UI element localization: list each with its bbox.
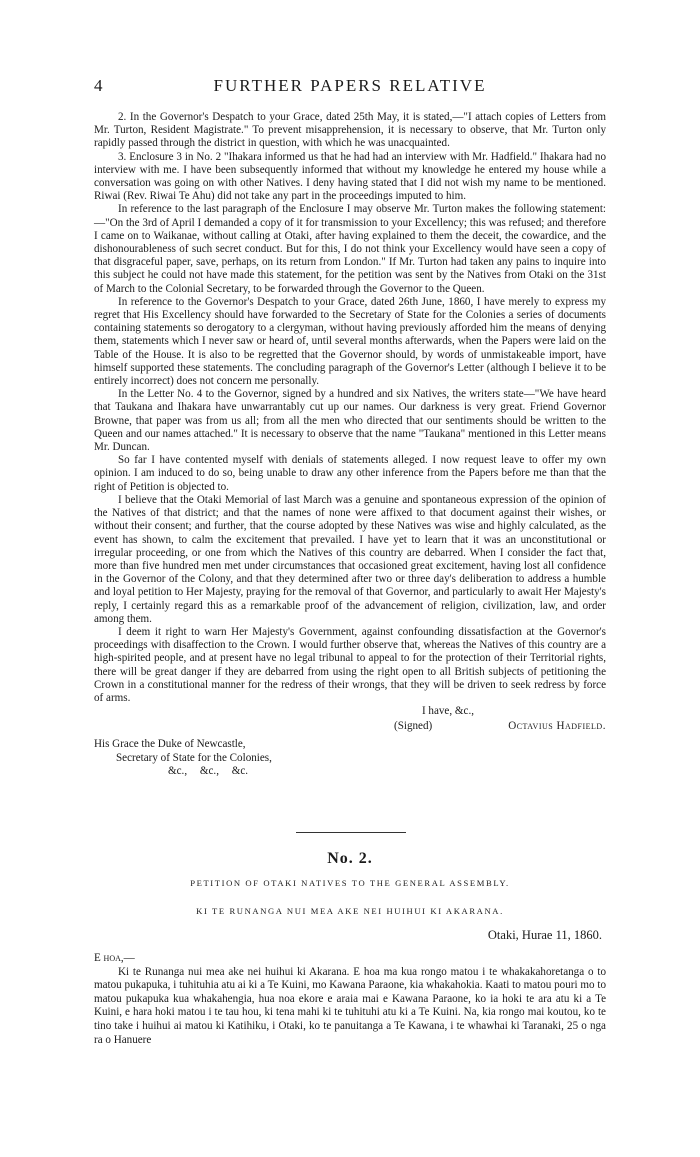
paragraph: I deem it right to warn Her Majesty's Government, against confounding dissatisfaction at the Governor's proceedings with disaffection to the Crown. I would further observe that, whereas the Natives of this country are a high-spirited people, and at present have no legal tribunal to appeal to for the protection of their Territorial rights, there will be great danger if they are debarred from using the right open to all British subjects of petitioning the Crown in a constitutional manner for the redress of their wrongs, that they will be driven to seek redress by force of arms. <box>94 625 606 704</box>
maori-letter-body <box>94 952 606 1047</box>
salutation: E hoa,— <box>94 952 135 964</box>
paragraph: Ki te Runanga nui mea ake nei huihui ki Akarana. E hoa ma kua rongo matou i te whakakahoretanga o to matou pukapuka, i tuhituhia atu ai ki a Te Kuini, mo Kawana Paraone, kia whakahokia. Kaati to matou pouri mo to matou pukapuka kua whakahengia, hua noa ekore e araia mai e Kawana Paraone, ko ia hoki te ara atu ki a Te Kuini, e hara hoki matou i te tau hou, ki tena mahi ki te tuhituhi atu ki a Te Kuini. Na, kia rongo mai koutou, ko te tino take i huihui ai matou ki Katihiku, i Otaki, ko te panuitanga a Te Kawana, i te whawhai ki Taranaki, 25 o nga ra o Hanuere <box>94 965 606 1046</box>
page-number: 4 <box>94 76 103 95</box>
paragraph: In reference to the last paragraph of the Enclosure I may observe Mr. Turton makes the following statement:—"On the 3rd of April I demanded a copy of it for transmission to your Excellency; this was refused; and therefore I came on to Waikanae, without calling at Otaki, after having explained to them the deceit, the cowardice, and the dishonourableness of such secret conduct. But for this, I do not think your Excellency would have seen a copy of that disgraceful paper, save, perhaps, on its return from London." If Mr. Turton had taken any pains to inquire into this subject he could not have made this statement, for the petition was sent by the Natives from Otaki on the 31st of March to the Colonial Secretary, to be forwarded through the Governor to the Queen. <box>94 203 606 295</box>
addressee-block <box>94 738 606 778</box>
paragraph: So far I have contented myself with denials of statements alleged. I now request leave to offer my own opinion. I am induced to do so, being unable to draw any other inference from the Papers before me than that the right of Petition is objected to. <box>94 454 606 493</box>
maori-title: KI TE RUNANGA NUI MEA AKE NEI HUIHUI KI AKARANA. <box>196 906 504 916</box>
signature-line <box>94 720 606 734</box>
paragraph: 2. In the Governor's Despatch to your Grace, dated 25th May, it is stated,—"I attach copies of Letters from Mr. Turton, Resident Magistrate." To prevent misapprehension, it is necessary to observe, that Mr. Turton only rapidly passed through the district in question, with which he was unacquainted. <box>94 111 606 150</box>
addressee-line: His Grace the Duke of Newcastle, <box>94 738 246 751</box>
paragraph: In the Letter No. 4 to the Governor, signed by a hundred and six Natives, the writers state—"We have heard that Taukana and Ihakara have unwarrantably cut up our names. Our darkness is very great. Friend Governor Browne, that paper was from us all; from all the men who directed that our sentiments should be written to the Queen and our names attached." It is necessary to observe that the name "Taukana" mentioned in this Letter means Mr. Duncan. <box>94 388 606 454</box>
document-number: No. 2. <box>327 850 373 867</box>
signed-label: (Signed) <box>394 720 433 733</box>
paragraph: I believe that the Otaki Memorial of last March was a genuine and spontaneous expression of the opinion of the Natives of that district; and that the names of none were affixed to that document against their wishes, or without their consent; and further, that the course adopted by these Natives was wise and highly calculated, as the event has shown, to calm the excitement that prevailed. I have yet to learn that it was an unconstitutional or irregular proceeding, or one from which the Natives of this country are debarred. When I consider the fact that, more than five hundred men met under circumstances that occasioned great excitement, having lost all confidence in the Governor of the Colony, and that they determined after two or three day's deliberation to address a humble and loyal petition to Her Majesty, praying for the removal of that Governor, and particularly to await Her Majesty's reply, I certainly regard this as a remarkable proof of the advancement of religion, civilization, law, and order among them. <box>94 493 606 625</box>
addressee-line: Secretary of State for the Colonies, <box>116 751 272 764</box>
signature: Octavius Hadfield. <box>508 720 606 733</box>
page-header <box>94 76 606 100</box>
running-title: FURTHER PAPERS RELATIVE <box>213 76 487 95</box>
closing-phrase: I have, &c., <box>421 705 474 718</box>
section-divider <box>296 832 406 833</box>
addressee-line: &c., &c., &c. <box>168 764 249 777</box>
place-date: Otaki, Hurae 11, 1860. <box>487 928 602 942</box>
paragraph: 3. Enclosure 3 in No. 2 "Ihakara informed us that he had had an interview with Mr. Hadfield." Ihakara had no interview with me. I have been subsequently informed that without my knowledge he entered my house while a conversation was going on with other Natives. I deny having stated that I did not wish my name to be mentioned. Riwai (Rev. Riwai Te Ahu) did not take any part in the proceedings imputed to him. <box>94 150 606 203</box>
petition-title: PETITION OF OTAKI NATIVES TO THE GENERAL ASSEMBLY. <box>190 878 510 888</box>
paragraph: In reference to the Governor's Despatch to your Grace, dated 26th June, 1860, I have merely to express my regret that His Excellency should have forwarded to the Secretary of State for the Colonies a series of documents containing statements so derogatory to a clergyman, without having previously afforded him the means of denying them, statements which I never saw or heard of, until several months afterwards, when the Papers were laid on the Table of the House. It is also to be regretted that the Governor should, by words of unmistakeable import, have himself supported these statements. The concluding paragraph of the Governor's Letter (although I believe it to be entirely incorrect) does not concern me personally. <box>94 295 606 388</box>
letter-body <box>94 111 606 778</box>
